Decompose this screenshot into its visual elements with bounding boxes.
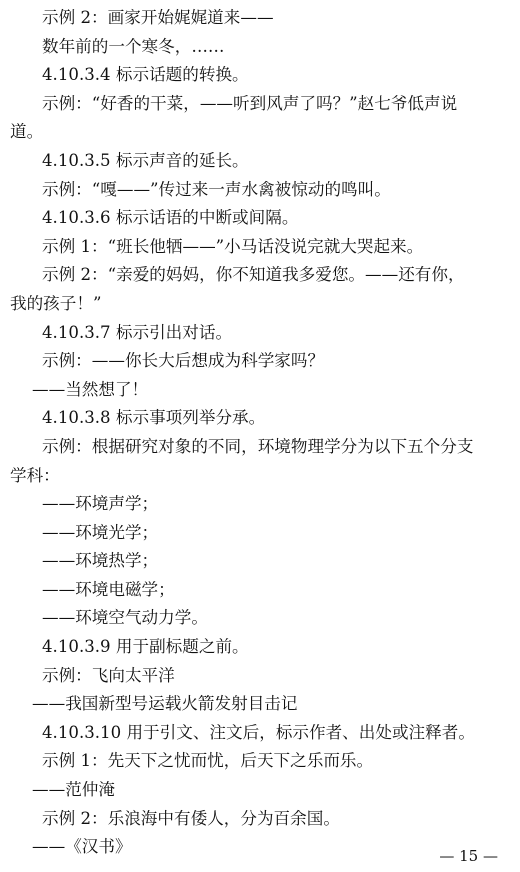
text-line: 示例：“好香的干菜，——听到风声了吗？”赵七爷低声说 xyxy=(42,93,458,113)
text-line: 学科： xyxy=(10,465,60,485)
list-item: ——环境电磁学； xyxy=(42,579,175,599)
section-heading: 4.10.3.4 标示话题的转换。 xyxy=(42,65,249,85)
text-line: 示例：“嘎——”传过来一声水禽被惊动的鸣叫。 xyxy=(42,179,391,199)
section-heading: 4.10.3.9 用于副标题之前。 xyxy=(42,637,249,657)
text-line: ——《汉书》 xyxy=(32,837,132,857)
text-line: ——当然想了！ xyxy=(32,379,149,399)
section-heading: 4.10.3.5 标示声音的延长。 xyxy=(42,150,249,170)
text-line: ——我国新型号运载火箭发射目击记 xyxy=(32,694,298,714)
text-line: 示例 2：画家开始娓娓道来—— xyxy=(42,8,274,27)
body-text xyxy=(10,4,515,862)
text-line: 我的孩子！” xyxy=(10,293,102,313)
page-number: — 15 — xyxy=(439,847,498,865)
text-line: 示例 1：先天下之忧而忧，后天下之乐而乐。 xyxy=(42,751,374,771)
text-line: 道。 xyxy=(10,122,44,142)
list-item: ——环境热学； xyxy=(42,551,159,571)
section-heading: 4.10.3.10 用于引文、注文后，标示作者、出处或注释者。 xyxy=(42,722,475,742)
list-item: ——环境空气动力学。 xyxy=(42,608,208,628)
list-item: ——环境光学； xyxy=(42,522,159,542)
text-line: 示例 2：乐浪海中有倭人，分为百余国。 xyxy=(42,808,340,828)
section-heading: 4.10.3.8 标示事项列举分承。 xyxy=(42,408,266,428)
text-line: 示例：——你长大后想成为科学家吗？ xyxy=(42,351,325,371)
text-line: 数年前的一个寒冬，…… xyxy=(42,36,225,56)
text-line: 示例 2：“亲爱的妈妈，你不知道我多爱您。——还有你， xyxy=(42,265,465,285)
section-heading: 4.10.3.6 标示话语的中断或间隔。 xyxy=(42,208,299,228)
text-line: ——范仲淹 xyxy=(32,780,115,800)
list-item: ——环境声学； xyxy=(42,494,159,514)
text-line: 示例：飞向太平洋 xyxy=(42,665,175,685)
text-line: 示例 1：“班长他牺——”小马话没说完就大哭起来。 xyxy=(42,236,424,256)
section-heading: 4.10.3.7 标示引出对话。 xyxy=(42,322,233,342)
text-line: 示例：根据研究对象的不同，环境物理学分为以下五个分支 xyxy=(42,436,474,456)
